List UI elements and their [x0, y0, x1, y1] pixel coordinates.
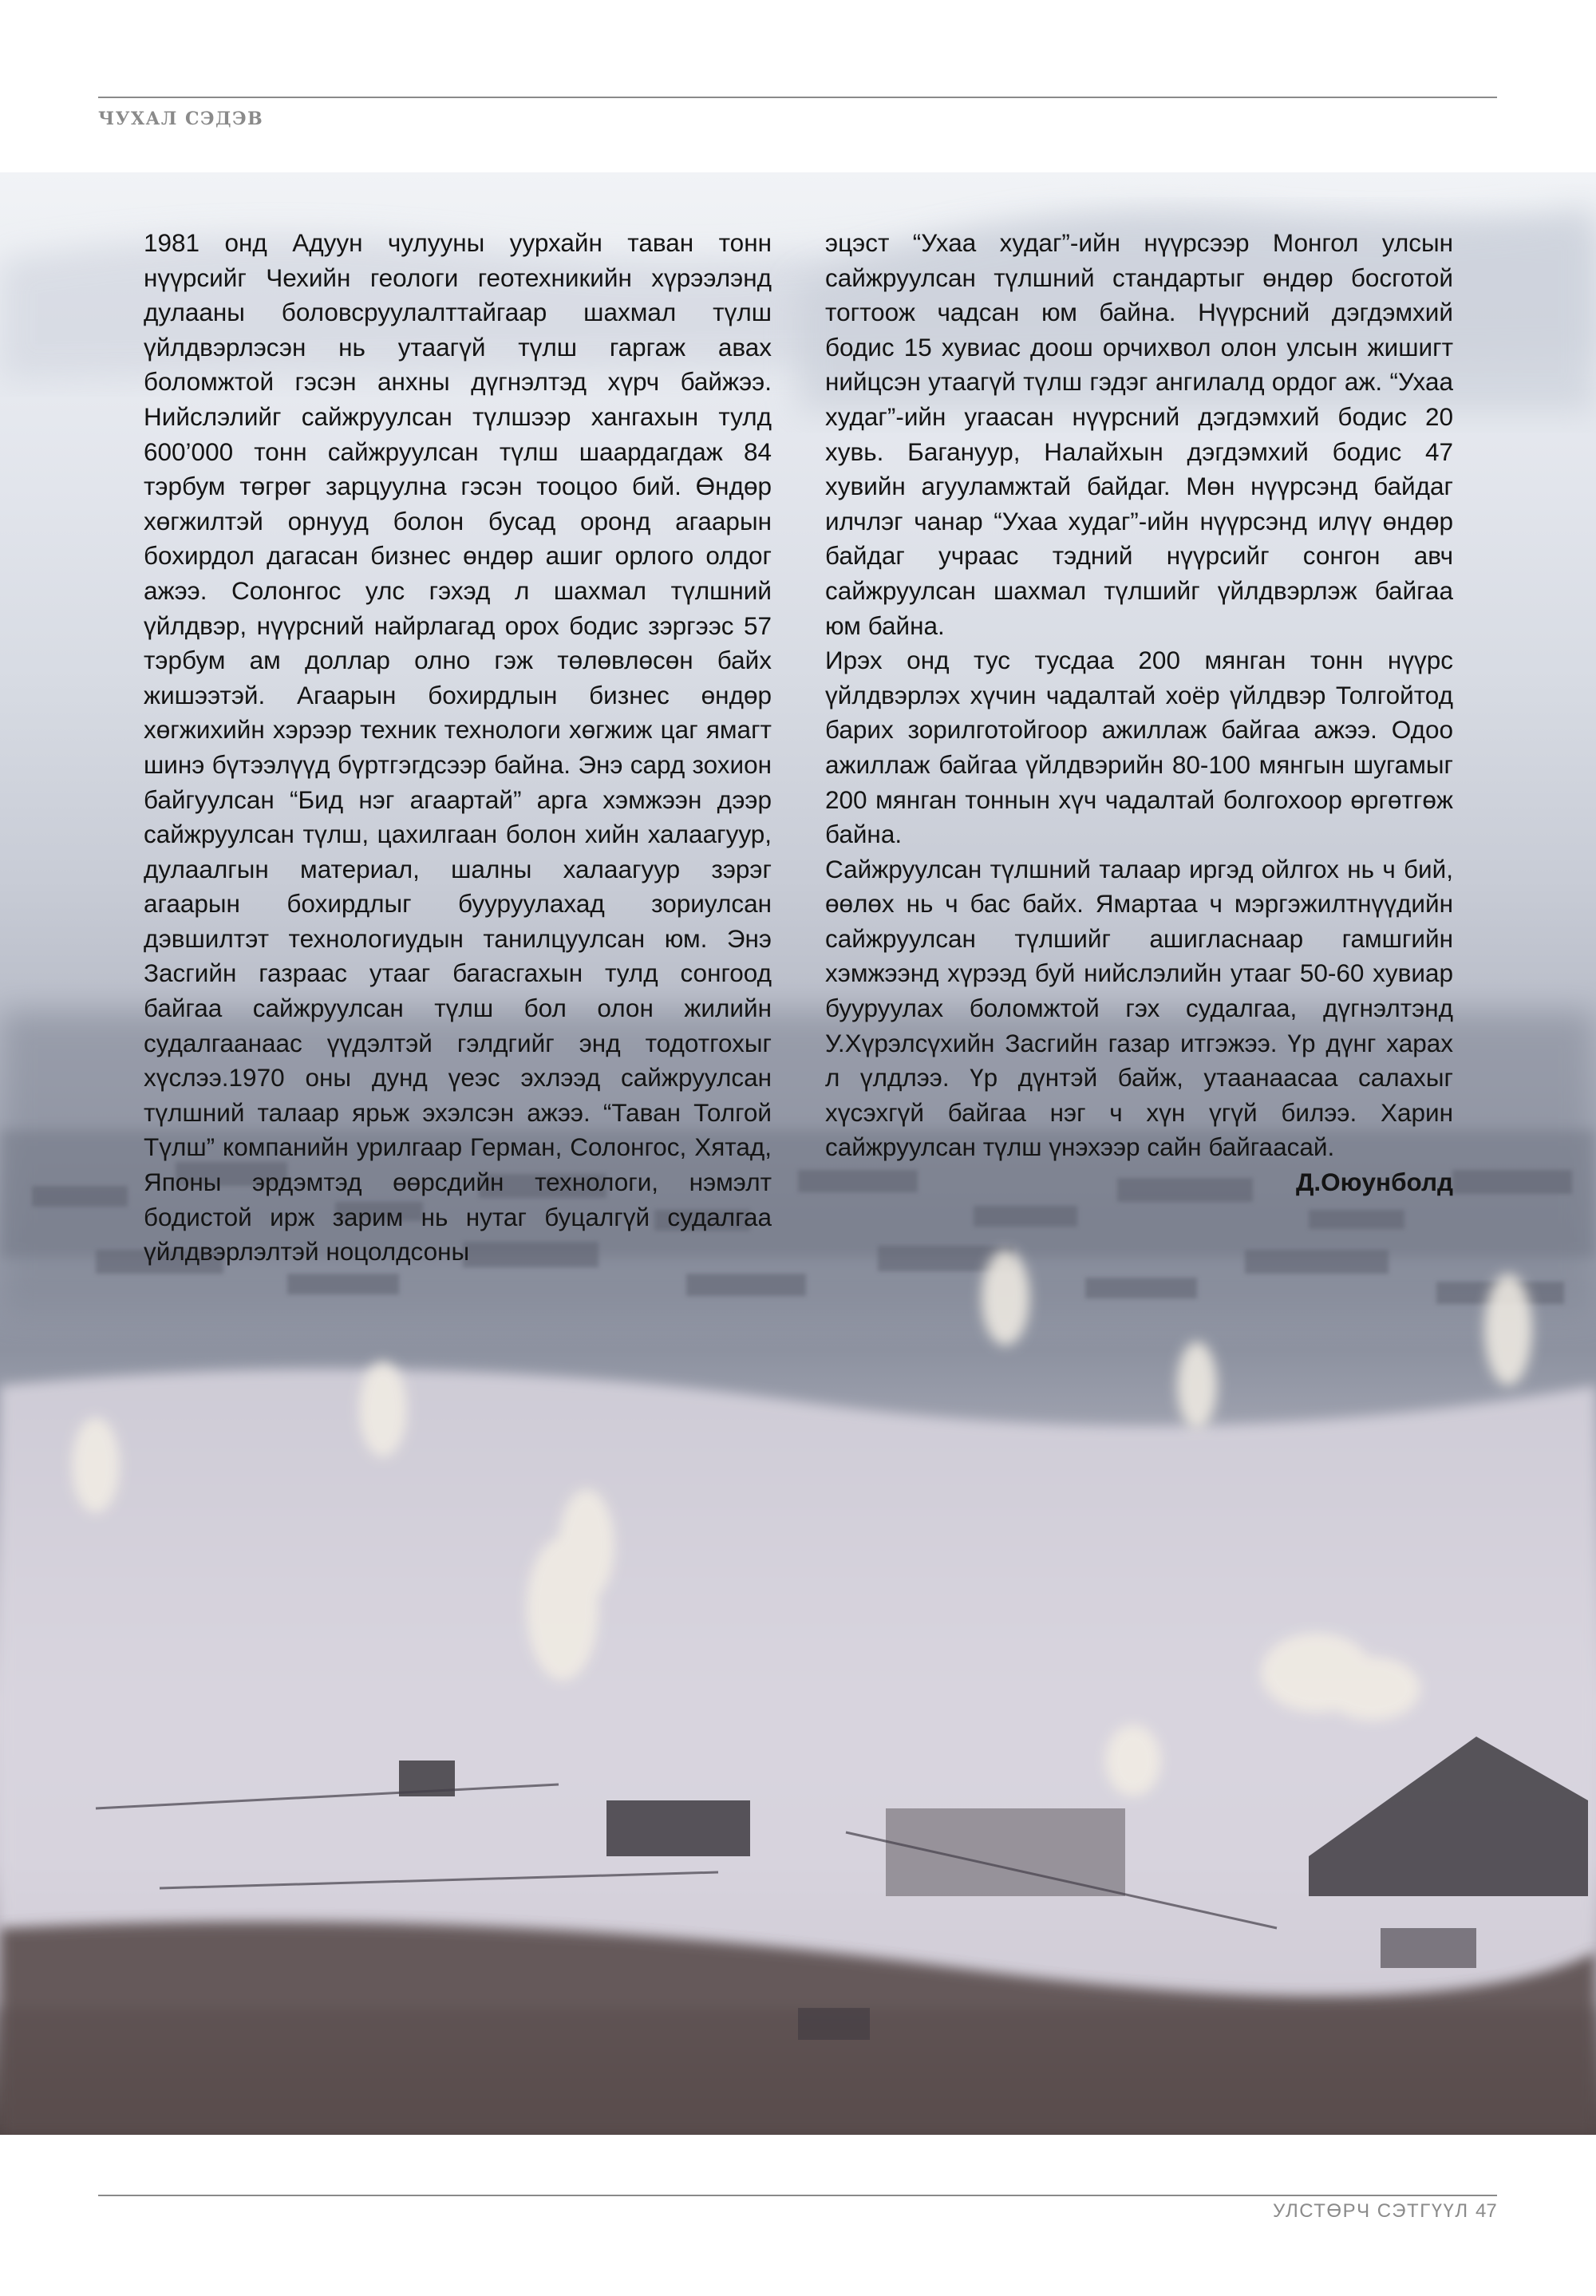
article-paragraph: Ирэх онд тус тусдаа 200 мянган тонн нүүрс үйлдвэрлэх хүчин чадалтай хоёр үйлдвэр Толгойтод барих зорилготойгоор ажиллаж байгаа ажээ. Одоо ажиллаж байгаа үйлдвэрийн 80-100 мянгын шугамыг 200 мянган тоннын хүч чадалтай болгохоор өргөтгөж байна.	[825, 646, 1453, 849]
article-paragraph: 1981 онд Адуун чулууны уурхайн таван тонн нүүрсийг Чехийн геологи геотехникийн хүрээлэнд дулааны боловсруулалттайгаар шахмал түлш үйлдвэрлэсэн нь утаагүй түлш гаргаж авах боломжтой гэсэн анхны дүгнэлтэд хүрч байжээ. Нийслэлийг сайжруулсан түлшээр хангахын тулд 600’000 тонн сайжруулсан түлш шаардагдаж 84 тэрбум төгрөг зарцуулна гэсэн тооцоо бий. Өндөр хөгжилтэй орнууд болон бусад оронд агаарын бохирдол дагасан бизнес өндөр ашиг орлого олдог ажээ. Солонгос улс гэхэд л шахмал түлшний үйлдвэр, нүүрсний найрлагад орох бодис зэргээс 57 тэрбум ам доллар олно гэж төлөвлөсөн байх жишээтэй. Агаарын бохирдлын бизнес өндөр хөгжихийн хэрээр техник технологи хөгжиж цаг ямагт шинэ бүтээлүүд бүртгэгдсээр байна. Энэ сард зохион байгуулсан “Бид нэг агаартай” арга хэмжээн дээр сайжруулсан түлш, цахилгаан болон хийн халаагуур, дулаалгын материал, шалны халаагуур зэрэг агаарын бохирдлыг бууруулахад зориулсан дэвшилтэт технологиудын танилцуулсан юм. Энэ Засгийн газраас утааг багасгахын тулд сонгоод байгаа сайжруулсан түлш бол олон жилийн судалгаанаас үүдэлтэй гэлдгийг энд тодотгохыг хүслээ.1970 оны дунд үеэс эхлээд сайжруулсан түлшний талаар ярьж эхэлсэн ажээ. “Таван Толгой Түлш” компанийн урилгаар Герман, Солонгос, Хятад, Японы эрдэмтэд өөрсдийн технологи, нэмэлт бодистой ирж зарим нь нутаг буцалгүй судалгаа үйлдвэрлэлтэй ноцолдсоны	[144, 228, 772, 1267]
article-column-left	[144, 226, 772, 1270]
article-column-right	[825, 226, 1453, 1200]
header-rule	[98, 97, 1497, 98]
page-number: 47	[1476, 2200, 1497, 2222]
magazine-title: УЛСТӨРЧ СЭТГҮҮЛ	[1273, 2200, 1469, 2222]
author-signature: Д.Оюунболд	[1295, 1168, 1453, 1197]
article-paragraph: эцэст “Ухаа худаг”-ийн нүүрсээр Монгол улсын сайжруулсан түлшний стандартыг өндөр босготой тогтоож чадсан юм байна. Нүүрсний дэгдэмхий бодис 15 хувиас доош орчихвол олон улсын жишигт нийцсэн утаагүй түлш гэдэг ангилалд ордог аж. “Ухаа худаг”-ийн угаасан нүүрсний дэгдэмхий бодис 20 хувь. Багануур, Налайхын дэгдэмхий бодис 47 хувийн агууламжтай байдаг. Мөн нүүрсэнд байдаг илчлэг чанар “Ухаа худаг”-ийн нүүрсэнд илүү өндөр байдаг учраас тэдний нүүрсийг сонгон авч сайжруулсан шахмал түлшийг үйлдвэрлэж байгаа юм байна.	[825, 228, 1453, 640]
footer-rule	[98, 2195, 1497, 2196]
article-paragraph: Сайжруулсан түлшний талаар иргэд ойлгох нь ч бий, өөлөх нь ч бас байх. Ямартаа ч мэргэжилтнүүдийн сайжруулсан түлшийг ашигласнаар гамшгийн хэмжээнд хүрээд буй нийслэлийн утааг 50-60 хувиар бууруулах боломжтой гэх судалгаа, дүгнэлтэнд У.Хүрэлсүхийн Засгийн газар итгэжээ. Үр дүнг харах л үлдлээ. Үр дүнтэй байж, утаанаасаа салахыг хүсэхгүй байгаа нэг ч хүн үгүй билээ. Харин сайжруулсан түлш үнэхээр сайн байгаасай.	[825, 854, 1453, 1162]
section-label: ЧУХАЛ СЭДЭВ	[98, 109, 264, 129]
